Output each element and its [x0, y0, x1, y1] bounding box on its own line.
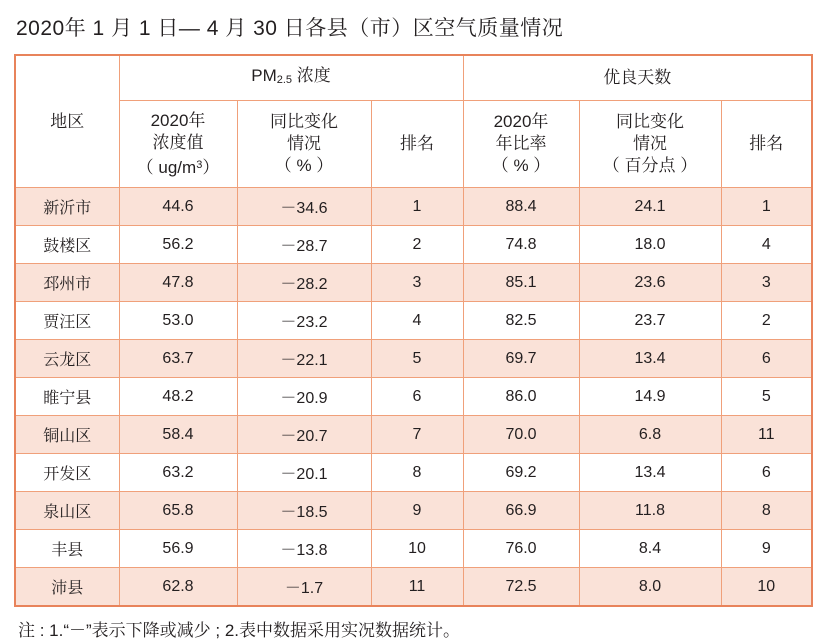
cell-pm25-value: 63.7	[119, 340, 237, 378]
cell-region: 新沂市	[15, 188, 119, 226]
header-pm25-change	[237, 101, 371, 188]
cell-days-ratio: 74.8	[463, 226, 579, 264]
cell-days-rank: 11	[721, 416, 812, 454]
cell-pm25-value: 62.8	[119, 568, 237, 607]
cell-pm25-rank: 7	[371, 416, 463, 454]
cell-days-ratio: 88.4	[463, 188, 579, 226]
cell-days-rank: 1	[721, 188, 812, 226]
table-body	[15, 188, 812, 607]
cell-region: 贾汪区	[15, 302, 119, 340]
cell-region: 邳州市	[15, 264, 119, 302]
cell-pm25-value: 47.8	[119, 264, 237, 302]
cell-pm25-value: 44.6	[119, 188, 237, 226]
cell-pm25-rank: 5	[371, 340, 463, 378]
cell-days-ratio: 66.9	[463, 492, 579, 530]
cell-pm25-rank: 1	[371, 188, 463, 226]
header-group-pm25-sub: 2.5	[276, 74, 293, 86]
header-days-ratio-line1: 2020年	[493, 112, 549, 131]
cell-pm25-rank: 3	[371, 264, 463, 302]
table-row	[15, 302, 812, 340]
cell-days-rank: 8	[721, 492, 812, 530]
cell-pm25-value: 63.2	[119, 454, 237, 492]
cell-region: 沛县	[15, 568, 119, 607]
table-note: 注 : 1.“－”表示下降或减少 ; 2.表中数据采用实况数据统计。	[18, 621, 461, 640]
header-group-pm25-tail: 浓度	[292, 66, 331, 85]
table-row	[15, 226, 812, 264]
cell-days-rank: 9	[721, 530, 812, 568]
header-days-rank: 排名	[721, 101, 812, 188]
cell-pm25-value: 56.9	[119, 530, 237, 568]
air-quality-table	[14, 54, 813, 607]
cell-days-rank: 4	[721, 226, 812, 264]
cell-region: 云龙区	[15, 340, 119, 378]
header-days-change-line1: 同比变化	[616, 112, 685, 131]
table-row	[15, 188, 812, 226]
cell-days-ratio: 70.0	[463, 416, 579, 454]
cell-days-change: 8.4	[579, 530, 721, 568]
header-days-ratio-line3: （ % ）	[491, 156, 551, 175]
cell-pm25-change: －20.1	[237, 454, 371, 492]
cell-days-ratio: 69.2	[463, 454, 579, 492]
header-days-ratio	[463, 101, 579, 188]
cell-days-change: 23.6	[579, 264, 721, 302]
cell-region: 丰县	[15, 530, 119, 568]
cell-pm25-rank: 9	[371, 492, 463, 530]
cell-pm25-value: 58.4	[119, 416, 237, 454]
header-group-pm25	[119, 55, 463, 101]
header-pm25-rank: 排名	[371, 101, 463, 188]
header-pm25-change-line2: 情况	[287, 134, 321, 153]
table-row	[15, 264, 812, 302]
header-days-ratio-line2: 年比率	[495, 134, 547, 153]
cell-pm25-rank: 4	[371, 302, 463, 340]
cell-days-change: 18.0	[579, 226, 721, 264]
cell-pm25-change: －28.7	[237, 226, 371, 264]
cell-pm25-rank: 6	[371, 378, 463, 416]
cell-pm25-change: －34.6	[237, 188, 371, 226]
cell-pm25-change: －1.7	[237, 568, 371, 607]
cell-pm25-rank: 8	[371, 454, 463, 492]
cell-days-change: 24.1	[579, 188, 721, 226]
header-pm25-change-line1: 同比变化	[270, 112, 338, 131]
table-header	[15, 55, 812, 188]
header-pm25-change-line3: （ % ）	[274, 156, 334, 175]
header-group-pm25-text: PM	[251, 66, 277, 85]
page-title: 2020年 1 月 1 日— 4 月 30 日各县（市）区空气质量情况	[16, 17, 564, 40]
cell-days-rank: 3	[721, 264, 812, 302]
cell-pm25-change: －20.9	[237, 378, 371, 416]
cell-days-ratio: 72.5	[463, 568, 579, 607]
cell-pm25-change: －13.8	[237, 530, 371, 568]
cell-pm25-rank: 11	[371, 568, 463, 607]
cell-pm25-value: 65.8	[119, 492, 237, 530]
cell-region: 泉山区	[15, 492, 119, 530]
header-pm25-value-line2: 浓度值	[152, 132, 204, 152]
header-pm25-unit-pre: （ ug/m	[136, 157, 197, 177]
table-row	[15, 340, 812, 378]
table-row	[15, 530, 812, 568]
cell-days-rank: 5	[721, 378, 812, 416]
header-region: 地区	[15, 55, 119, 188]
cell-days-ratio: 82.5	[463, 302, 579, 340]
cell-days-change: 6.8	[579, 416, 721, 454]
header-pm25-value	[119, 101, 237, 188]
cell-pm25-value: 56.2	[119, 226, 237, 264]
cell-pm25-value: 53.0	[119, 302, 237, 340]
header-pm25-unit-sup: 3	[196, 158, 203, 171]
cell-days-ratio: 76.0	[463, 530, 579, 568]
table-row	[15, 416, 812, 454]
cell-days-change: 8.0	[579, 568, 721, 607]
cell-days-rank: 2	[721, 302, 812, 340]
cell-days-rank: 6	[721, 340, 812, 378]
cell-pm25-rank: 10	[371, 530, 463, 568]
cell-days-change: 14.9	[579, 378, 721, 416]
cell-days-change: 13.4	[579, 454, 721, 492]
cell-region: 开发区	[15, 454, 119, 492]
header-pm25-value-line1: 2020年	[150, 110, 206, 130]
cell-pm25-change: －23.2	[237, 302, 371, 340]
table-row	[15, 492, 812, 530]
header-days-change	[579, 101, 721, 188]
cell-pm25-rank: 2	[371, 226, 463, 264]
header-group-good-days: 优良天数	[463, 55, 812, 101]
header-days-change-line3: （ 百分点 ）	[602, 156, 698, 175]
cell-days-ratio: 86.0	[463, 378, 579, 416]
cell-days-change: 23.7	[579, 302, 721, 340]
table-row	[15, 568, 812, 607]
cell-days-rank: 10	[721, 568, 812, 607]
cell-days-ratio: 69.7	[463, 340, 579, 378]
cell-region: 铜山区	[15, 416, 119, 454]
cell-days-change: 13.4	[579, 340, 721, 378]
header-pm25-value-line3	[122, 154, 235, 179]
cell-region: 睢宁县	[15, 378, 119, 416]
cell-days-ratio: 85.1	[463, 264, 579, 302]
cell-pm25-change: －28.2	[237, 264, 371, 302]
cell-pm25-change: －20.7	[237, 416, 371, 454]
cell-region: 鼓楼区	[15, 226, 119, 264]
cell-days-change: 11.8	[579, 492, 721, 530]
header-pm25-unit-post: ）	[202, 157, 220, 177]
cell-pm25-change: －22.1	[237, 340, 371, 378]
table-row	[15, 454, 812, 492]
cell-pm25-value: 48.2	[119, 378, 237, 416]
header-group-row	[15, 55, 812, 101]
cell-pm25-change: －18.5	[237, 492, 371, 530]
header-sub-row	[15, 101, 812, 188]
header-days-change-line2: 情况	[633, 134, 668, 153]
table-row	[15, 378, 812, 416]
cell-days-rank: 6	[721, 454, 812, 492]
